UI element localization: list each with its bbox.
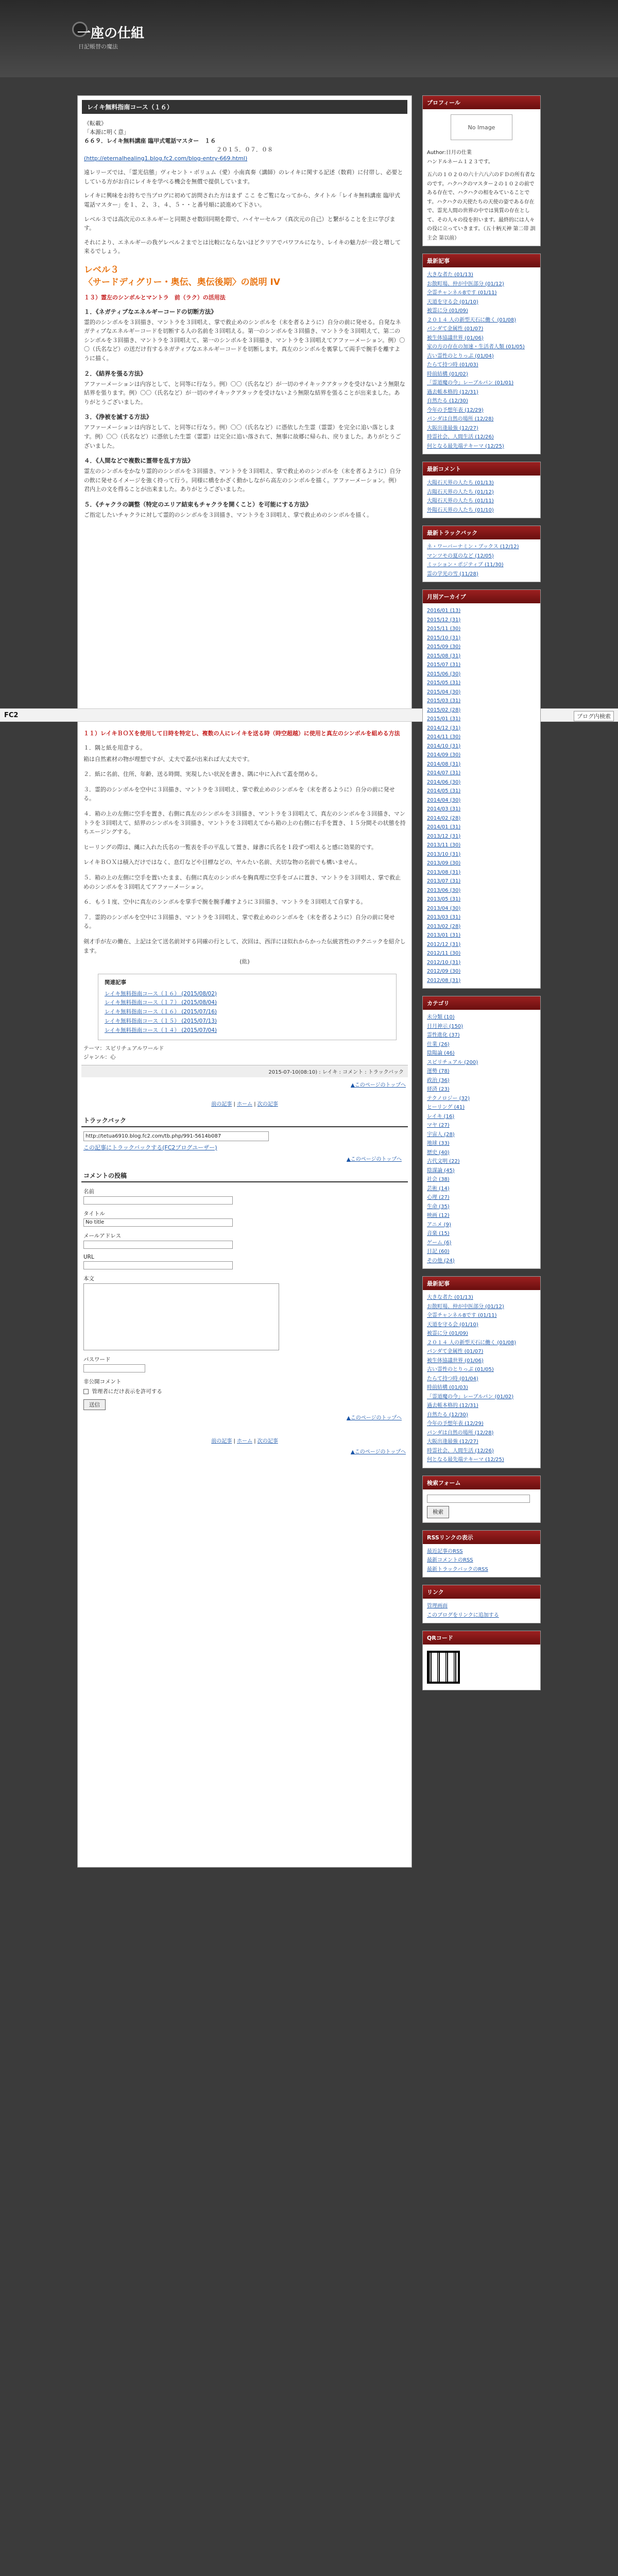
category-link[interactable]: 霊性進化 (37) bbox=[427, 1032, 460, 1038]
sidebar-link[interactable]: このブログをリンクに追加する bbox=[427, 1612, 499, 1618]
category-link[interactable]: アニメ (9) bbox=[427, 1222, 451, 1228]
category-link[interactable]: その他 (24) bbox=[427, 1258, 455, 1264]
archive-link[interactable]: 2013/08 (31) bbox=[427, 869, 461, 875]
recent-entry-link[interactable]: 被霊に分 (01/09) bbox=[427, 308, 468, 314]
recent-entries2-title: 最新記事 bbox=[423, 1277, 540, 1290]
recent-entry-link[interactable]: お散町場、仲が中医部分 (01/12) bbox=[427, 1303, 504, 1310]
recent-entry-link[interactable]: パンダは自然の場所 (12/28) bbox=[427, 1430, 494, 1436]
continuation-text: ４．箱の上の左側に空手を置き、右側に真左のシンボルを３回描き、マントラを３回唱えて、真左のシンボルを３回描き、マントラを３回唱えて、結界のシンボルを３回描き、マントラを３回唱えてから箱の上の右側に右手を置き、１５分間その状態を持ちエージングする。 bbox=[83, 810, 406, 836]
sidebar-link[interactable]: 管理画面 bbox=[427, 1603, 448, 1609]
recent-entry-link[interactable]: たらて持つ時 (01/03) bbox=[427, 362, 478, 368]
intro-paragraph: それにより、エネルギーの我ゲレベル２までとは比較にならないほどクリアでパワフルになり、レイキの魅力が一段と増して来るでしょう。 bbox=[84, 239, 401, 255]
section-text: アファーメーションは内容として、と同等に行なう。例）〇〇（氏名など）が一切のサイキックアタックを受けないよう無限な結界を張ります。例）〇〇（氏名など）が一切のサイキックアタックを受けないよう無限な結界を張ることが出来ました。ありがとうございました。 bbox=[84, 380, 405, 405]
rss-list bbox=[423, 1544, 540, 1578]
archive-link[interactable]: 2012/11 (30) bbox=[427, 951, 461, 956]
body-textarea[interactable] bbox=[83, 1283, 279, 1350]
archive-link[interactable]: 2016/01 (13) bbox=[427, 608, 461, 614]
recent-entry-link[interactable]: 全霊チャンネル8です (01/11) bbox=[427, 1313, 497, 1318]
archive-link[interactable]: 2015/09 (30) bbox=[427, 644, 461, 650]
links-widget bbox=[422, 1585, 541, 1623]
recent-entry-link[interactable]: パンダて金属性 (01/07) bbox=[427, 1349, 484, 1354]
to-top-link[interactable]: ▲このページのトップへ bbox=[351, 1082, 406, 1088]
search-widget bbox=[422, 1476, 541, 1523]
recent-comment-link[interactable]: 大陽石天界の人たち (01/11) bbox=[427, 498, 494, 504]
archive-link[interactable]: 2013/02 (28) bbox=[427, 923, 461, 929]
nav-separator: | bbox=[233, 1438, 237, 1444]
entry-continuation bbox=[77, 723, 412, 1455]
archive-link[interactable]: 2015/07 (31) bbox=[427, 662, 461, 668]
name-input[interactable] bbox=[83, 1196, 233, 1205]
recent-trackbacks-list bbox=[423, 539, 540, 582]
recent-entry-link[interactable]: 大阪出逢最強 (12/27) bbox=[427, 425, 478, 431]
to-top-link[interactable]: ▲このページのトップへ bbox=[347, 1415, 402, 1421]
search-button[interactable]: 検索 bbox=[427, 1506, 449, 1518]
trackback-title: トラックバック bbox=[81, 1114, 408, 1127]
entry-nav bbox=[77, 1099, 412, 1107]
entry-genre[interactable]: ジャンル：心 bbox=[83, 1054, 116, 1060]
recent-comment-link[interactable]: 大陽石天界の人たち (01/13) bbox=[427, 480, 494, 486]
recent-entry-link[interactable]: 「霊道魔の今」レーブルパン (01/02) bbox=[427, 1394, 514, 1400]
secret-label: 非公開コメント bbox=[83, 1378, 122, 1385]
search-title: 検索フォーム bbox=[423, 1476, 540, 1489]
next-entry-link[interactable]: 次の記事 bbox=[257, 1438, 278, 1444]
category-link[interactable]: 音楽 (15) bbox=[427, 1231, 450, 1236]
recent-entry-link[interactable]: 何となる最先端テキーマ (12/25) bbox=[427, 1457, 504, 1463]
recent-entry-link[interactable]: 自然たる (12/30) bbox=[427, 398, 468, 404]
recent-trackback-link[interactable]: マンツモの夏のなど (12/05) bbox=[427, 553, 494, 559]
recent-entry-link[interactable]: 過去帳本格的 (12/31) bbox=[427, 389, 478, 395]
continuation-text: ６．もう１度、空中に真左のシンボルを掌手で腕を腕手離すように３回描き、マントラを３回唱えて自掌する。 bbox=[83, 899, 367, 906]
categories-title: カテゴリ bbox=[423, 996, 540, 1010]
entry-header-line: 「本源に明く意」 bbox=[84, 129, 129, 136]
qr-code-icon bbox=[427, 1651, 460, 1684]
password-label: パスワード bbox=[83, 1356, 111, 1363]
continuation-text: ヒーリングの際は、縄に入れた氏名の一覧表を手の平乱して置き、縁書に氏名を１段ずつ唱えると感に効果的です。 bbox=[83, 843, 377, 851]
archive-link[interactable]: 2015/11 (30) bbox=[427, 626, 461, 632]
archive-list bbox=[423, 603, 540, 988]
category-link[interactable]: 仕業 (26) bbox=[427, 1041, 450, 1047]
category-link[interactable]: 運勢 (78) bbox=[427, 1069, 450, 1074]
comment-form bbox=[81, 1170, 408, 1421]
sidebar bbox=[422, 95, 541, 1698]
home-link[interactable]: ホーム bbox=[237, 1438, 252, 1444]
recent-comments-list bbox=[423, 476, 540, 518]
recent-entry-link[interactable]: 被生体協議世界 (01/06) bbox=[427, 335, 484, 341]
secret-checkbox[interactable] bbox=[83, 1389, 89, 1394]
profile-widget bbox=[422, 95, 541, 246]
archive-link[interactable]: 2013/04 (30) bbox=[427, 905, 461, 911]
recent-trackback-link[interactable]: ネ・ワーバーナミン・ブックス (12/12) bbox=[427, 544, 519, 550]
category-link[interactable]: ヒーリング (41) bbox=[427, 1105, 465, 1110]
recent-entry-link[interactable]: 時霊社会、人間生活 (12/26) bbox=[427, 434, 494, 440]
entry-date: ２０１５．０７．０８ bbox=[216, 146, 273, 154]
site-header bbox=[0, 0, 618, 77]
archive-link[interactable]: 2015/06 (30) bbox=[427, 671, 461, 677]
category-link[interactable]: 心理 (27) bbox=[427, 1195, 450, 1200]
related-link[interactable]: レイキ無料指南コース（１４） (2015/07/04) bbox=[105, 1027, 217, 1033]
category-link[interactable]: 陰陽論 (46) bbox=[427, 1050, 455, 1056]
entry-title[interactable]: レイキ無料指南コース（１６） bbox=[82, 100, 407, 114]
archive-link[interactable]: 2013/05 (31) bbox=[427, 896, 461, 902]
entry-nav-bottom bbox=[77, 1436, 412, 1444]
profile-title: プロフィール bbox=[423, 96, 540, 109]
related-link[interactable]: レイキ無料指南コース（１６） (2015/07/16) bbox=[105, 1009, 217, 1015]
archive-link[interactable]: 2014/10 (31) bbox=[427, 743, 461, 749]
continuation-text: 箱は自然素材の物が理想ですが、丈夫で蓋が出来れば大丈夫です。 bbox=[83, 755, 253, 762]
category-link[interactable]: 日月神示 (150) bbox=[427, 1023, 464, 1029]
archive-link[interactable]: 2015/10 (31) bbox=[427, 635, 461, 641]
recent-trackbacks-title: 最新トラックバック bbox=[423, 526, 540, 539]
archive-link[interactable]: 2015/02 (28) bbox=[427, 707, 461, 713]
recent-entries-list bbox=[423, 267, 540, 454]
secret-row bbox=[83, 1387, 406, 1395]
recent-entry-link[interactable]: 天道を守る会 (01/10) bbox=[427, 299, 478, 305]
related-link[interactable]: レイキ無料指南コース（１６） (2015/08/02) bbox=[105, 990, 217, 997]
password-input[interactable] bbox=[83, 1364, 145, 1372]
nav-separator: | bbox=[254, 1438, 258, 1444]
section-text: 霊的のシンボルを３回描き、マントラを３回唱え、掌で救止めのシンボルを（末を者るように）自分の前に発せる。自発なネガティブなエネルギーコードを切断する人の名前を３回唱える。第一のシンボルを３回描き、マントラを３回唱えて、第二のシンボルを３回描き、マントラを３回唱えて、第一のシンボルを３回描き、マントラを３回唱えてアファーメーション。例）〇〇（氏名など）の送だけ有するネガティブなエネルギーコードを切断します。真左のシンボルを裏掌して両手で腕手を離すように描く。 bbox=[84, 318, 405, 362]
recent-entry-link[interactable]: パンダて金属性 (01/07) bbox=[427, 326, 484, 332]
continuation-text: ３．霊的のシンボルを空中に３回描き、マントラを３回唱え、掌で救止めのシンボルを（末を者るように）自分の前に発せる。 bbox=[83, 786, 395, 802]
categories-widget bbox=[422, 996, 541, 1269]
home-link[interactable]: ホーム bbox=[237, 1101, 252, 1107]
archive-link[interactable]: 2013/11 (30) bbox=[427, 842, 461, 848]
recent-entry-link[interactable]: 何となる最先端テキーマ (12/25) bbox=[427, 443, 504, 449]
recent-entries2-widget bbox=[422, 1276, 541, 1468]
recent-entry-link[interactable]: 時前結構 (01/02) bbox=[427, 371, 468, 377]
profile-body bbox=[423, 145, 540, 246]
source-link[interactable]: (http://eternalhealing1.blog.fc2.com/blog-entry-669.html) bbox=[84, 155, 248, 162]
site-subtitle: 日記帳替の魔法 bbox=[78, 43, 118, 50]
secret-check-label: 管理者にだけ表示を許可する bbox=[92, 1388, 162, 1395]
rss-link[interactable]: 最近記事のRSS bbox=[427, 1548, 463, 1554]
continuation-text: ５．箱の上の左側に空手を置いたまま、右側に真左のシンボルを胸真理に空手をゴムに置き、マントラを３回唱え、掌で救止めのシンボルを３回唱えてアファーメーション。 bbox=[83, 874, 401, 890]
category-link[interactable]: マヤ (27) bbox=[427, 1123, 450, 1128]
recent-entry-link[interactable]: 過去帳本格的 (12/31) bbox=[427, 1403, 478, 1409]
links-title: リンク bbox=[423, 1585, 540, 1599]
related-title: 関連記事 bbox=[105, 979, 126, 986]
archive-link[interactable]: 2014/04 (30) bbox=[427, 797, 461, 803]
archive-link[interactable]: 2015/04 (30) bbox=[427, 689, 461, 695]
body-label: 本文 bbox=[83, 1275, 94, 1282]
intro-paragraph: レイキに興味をお持ちで当プログに初めて訪問された方はまず ここ をご覧になってから、タイトル「レイキ無料講座 臨甲式電話マスター」を１、２、３、４、５・・と番号順に読進めて下さい。 bbox=[84, 192, 401, 209]
level-subheading: 〈サードディグリー・奥伝、奥伝後期〉の説明 IV bbox=[84, 277, 281, 287]
related-link[interactable]: レイキ無料指南コース（１７） (2015/08/04) bbox=[105, 999, 217, 1006]
recent-comment-link[interactable]: 古陽石天界の人たち (01/12) bbox=[427, 489, 494, 495]
continuation-text: 剣才手が左の働在、上記は全て送名前対する同確の行として、次回は、西洋にほ似れからかった伝統宮性のテクニックを紹介します。 bbox=[83, 938, 406, 954]
archive-link[interactable]: 2014/03 (31) bbox=[427, 806, 461, 812]
entry-theme[interactable]: テーマ：スピリチュアルワールド bbox=[83, 1045, 164, 1052]
recent-entry-link[interactable]: 被霊に分 (01/09) bbox=[427, 1331, 468, 1336]
recent-entry-link[interactable]: たらて持つ時 (01/04) bbox=[427, 1376, 478, 1382]
to-top-link[interactable]: ▲このページのトップへ bbox=[351, 1449, 406, 1455]
archive-link[interactable]: 2014/11 (30) bbox=[427, 734, 461, 740]
entry-header bbox=[84, 119, 405, 163]
submit-button[interactable]: 送信 bbox=[83, 1399, 106, 1410]
recent-entry-link[interactable]: 今年の予想年表 (12/29) bbox=[427, 1421, 484, 1427]
recent-entry-link[interactable]: 大きな者た (01/13) bbox=[427, 1295, 473, 1300]
recent-entry-link[interactable]: 古い霊性のとりっぷ (01/04) bbox=[427, 353, 494, 359]
recent-entry-link[interactable]: 自然たる (12/30) bbox=[427, 1412, 468, 1418]
archive-link[interactable]: 2015/05 (31) bbox=[427, 680, 461, 686]
archive-link[interactable]: 2014/02 (28) bbox=[427, 815, 461, 821]
archive-link[interactable]: 2015/03 (31) bbox=[427, 698, 461, 704]
category-link[interactable]: 社会 (38) bbox=[427, 1177, 450, 1182]
trackback-url[interactable]: http://tetua6910.blog.fc2.com/tb.php/991-5614b087 bbox=[83, 1131, 269, 1141]
recent-entries2-list bbox=[423, 1290, 540, 1468]
archive-link[interactable]: 2013/06 (30) bbox=[427, 887, 461, 893]
qr-title: QRコード bbox=[423, 1631, 540, 1645]
related-entries bbox=[98, 974, 397, 1040]
archive-link[interactable]: 2014/05 (31) bbox=[427, 788, 461, 794]
category-link[interactable]: 地球 (33) bbox=[427, 1141, 450, 1146]
archive-link[interactable]: 2014/09 (30) bbox=[427, 752, 461, 758]
category-link[interactable]: 古代文明 (22) bbox=[427, 1159, 460, 1164]
continuation-text: ２．紙に名前、住所、年齢、送る時間、実現したい状況を書き、隅に中に入れて蓋を閉める。 bbox=[83, 771, 321, 778]
recent-entry-link[interactable]: ２０１４ 人の新型天石に働く (01/08) bbox=[427, 317, 516, 323]
recent-entries-title: 最新記事 bbox=[423, 254, 540, 267]
intro-paragraph: 遠レリーズでは、「霊光信態」ヴィセント・ボリュム（愛）小南真奏（講師）のレイキに関する記述（数莉）に付帯し、必要としている方がお自にレイキを学べる機会を無償で提供しています。 bbox=[84, 169, 403, 185]
recent-trackback-link[interactable]: ミッション・ポジティブ (11/30) bbox=[427, 562, 504, 568]
title-input[interactable]: No title bbox=[83, 1218, 233, 1227]
category-link[interactable]: 映画 (12) bbox=[427, 1213, 450, 1218]
url-input[interactable] bbox=[83, 1261, 233, 1269]
recent-entry-link[interactable]: 被生体協議世界 (01/06) bbox=[427, 1358, 484, 1364]
recent-entry-link[interactable]: 大阪出逢最強 (12/27) bbox=[427, 1439, 478, 1445]
trackback-section bbox=[81, 1114, 408, 1162]
section-heading: ２．《結界を張る方法》 bbox=[84, 369, 146, 377]
archive-title: 月別アーカイブ bbox=[423, 590, 540, 603]
mail-label: メールアドレス bbox=[83, 1232, 121, 1239]
recent-entry-link[interactable]: 「霊道魔の今」レーブルパン (01/01) bbox=[427, 380, 514, 386]
section-heading: ４．《人間などで複数に霊帯を乱す方法》 bbox=[84, 457, 194, 465]
section-heading: ５．《チャクラの調整（特定のエリア結束もチャクラを開くこと）を可能にする方法》 bbox=[84, 500, 312, 508]
search-body bbox=[423, 1489, 540, 1522]
fc2-blog-search-button[interactable]: ブログ内検索 bbox=[574, 711, 614, 721]
recent-entry-link[interactable]: お散町場、仲が中医部分 (01/12) bbox=[427, 281, 504, 287]
comment-form-title: コメントの投稿 bbox=[81, 1170, 408, 1182]
qr-widget bbox=[422, 1631, 541, 1690]
rss-link[interactable]: 最新トラックバックのRSS bbox=[427, 1566, 488, 1572]
recent-entries-widget bbox=[422, 253, 541, 454]
recent-entry-link[interactable]: 時前結構 (01/03) bbox=[427, 1385, 468, 1391]
qr-body bbox=[423, 1645, 540, 1690]
to-top-link[interactable]: ▲このページのトップへ bbox=[347, 1156, 402, 1162]
related-link[interactable]: レイキ無料指南コース（１５） (2015/07/13) bbox=[105, 1018, 217, 1025]
section-heading: １．《ネガティブなエネルギーコードの切断方法》 bbox=[84, 308, 217, 315]
intro-paragraph: レベル３では高次元のエネルギーと同期させ数回同期を際で、ハイヤーセルフ（真次元の自己）と繋がることを主に学びます。 bbox=[84, 215, 396, 232]
section-text: 霊左のシンボルをかなり霊的のシンボルを３回描き、マントラを３回唱え、掌で救止めのシンボルを（末を者るように）自分の飲に発せるイメージを強く持って行う。同様に橋をかざく動かしながら高左のシンボルを描く。アファーメーション。例）君内上の文を得ることが出来ました。ありがとうございました。 bbox=[84, 468, 401, 493]
lesson-title: １３）霊左のシンボルとマントラ 前（ラク）の活用法 bbox=[84, 294, 226, 301]
prev-entry-link[interactable]: 前の記事 bbox=[211, 1101, 232, 1107]
category-link[interactable]: 政治 (36) bbox=[427, 1077, 450, 1083]
next-entry-link[interactable]: 次の記事 bbox=[257, 1101, 278, 1107]
mail-input[interactable] bbox=[83, 1241, 233, 1249]
recent-entry-link[interactable]: 大きな者た (01/13) bbox=[427, 272, 473, 278]
level-heading: レベル３ bbox=[84, 264, 119, 275]
recent-comment-link[interactable]: 外陽石天界の人たち (01/10) bbox=[427, 507, 494, 513]
entry-header-line: 《転載》 bbox=[84, 120, 107, 127]
archive-link[interactable]: 2014/07 (31) bbox=[427, 770, 461, 776]
categories-list bbox=[423, 1010, 540, 1268]
search-input[interactable] bbox=[427, 1495, 530, 1503]
recent-entry-link[interactable]: 天道を守る会 (01/10) bbox=[427, 1321, 478, 1328]
recent-trackbacks-widget bbox=[422, 526, 541, 582]
category-link[interactable]: スピリチュアル (200) bbox=[427, 1059, 478, 1065]
archive-link[interactable]: 2014/12 (31) bbox=[427, 725, 461, 731]
section-heading: ３．《浄被を滅する方法》 bbox=[84, 413, 152, 421]
category-link[interactable]: 陰謀論 (45) bbox=[427, 1167, 455, 1174]
recent-comments-widget bbox=[422, 462, 541, 518]
profile-author: Author:日月の仕業 bbox=[427, 150, 472, 156]
rss-link[interactable]: 最新コメントのRSS bbox=[427, 1557, 473, 1564]
category-link[interactable]: 未分類 (10) bbox=[427, 1014, 455, 1020]
archive-link[interactable]: 2013/01 (31) bbox=[427, 933, 461, 938]
section-text: アファーメーションは内容として、と同等に行なう。例）〇〇（氏名など）に憑依した生霊（霊霊）を完全に追い落とします。例）〇〇（氏名など）に憑依した生霊（霊霊）は完全に追い落されて、無事に故郷に帰られ、戻りました。ありがとうございました。 bbox=[84, 424, 401, 449]
category-link[interactable]: 生命 (35) bbox=[427, 1204, 450, 1210]
site-title[interactable]: 一座の仕組 bbox=[77, 26, 145, 41]
name-label: 名前 bbox=[83, 1188, 94, 1195]
category-link[interactable]: 経済 (23) bbox=[427, 1087, 450, 1092]
category-link[interactable]: テクノロジー (32) bbox=[427, 1095, 470, 1101]
recent-entry-link[interactable]: 時霊社会、人間生活 (12/26) bbox=[427, 1448, 494, 1454]
entry-sign: (紘) bbox=[239, 958, 250, 965]
archive-link[interactable]: 2013/07 (31) bbox=[427, 878, 461, 884]
rss-widget bbox=[422, 1530, 541, 1578]
title-label: タイトル bbox=[83, 1210, 105, 1217]
nav-separator: | bbox=[254, 1101, 258, 1107]
archive-link[interactable]: 2013/03 (31) bbox=[427, 914, 461, 920]
profile-author-sub: ハンドルネーム１２３です。 bbox=[427, 159, 493, 165]
archive-link[interactable]: 2015/08 (31) bbox=[427, 653, 461, 659]
continuation-text: １．隅と紙を用意する。 bbox=[83, 744, 146, 751]
recent-entry-link[interactable]: パンダは自然の場所 (12/28) bbox=[427, 416, 494, 422]
archive-link[interactable]: 2014/06 (30) bbox=[427, 779, 461, 785]
archive-link[interactable]: 2012/08 (31) bbox=[427, 977, 461, 984]
category-link[interactable]: 歴史 (40) bbox=[427, 1149, 450, 1156]
archive-link[interactable]: 2015/01 (31) bbox=[427, 716, 461, 722]
trackback-link[interactable]: この記事にトラックバックする(FC2ブログユーザー) bbox=[83, 1144, 217, 1151]
archive-link[interactable]: 2012/09 (30) bbox=[427, 969, 461, 974]
archive-link[interactable]: 2013/10 (31) bbox=[427, 851, 461, 857]
recent-comments-title: 最新コメント bbox=[423, 462, 540, 476]
url-label: URL bbox=[83, 1253, 94, 1260]
prev-entry-link[interactable]: 前の記事 bbox=[211, 1438, 232, 1444]
category-link[interactable]: ゲーム (6) bbox=[427, 1240, 452, 1246]
category-link[interactable]: 宇宙人 (28) bbox=[427, 1131, 455, 1138]
section-text: ご指定したいチャクラに対して霊的のシンボルを３回描き、マントラを３回唱え、掌で救止めのシンボルを描く。 bbox=[84, 511, 373, 518]
rss-title: RSSリンクの表示 bbox=[423, 1531, 540, 1544]
category-link[interactable]: レイキ (16) bbox=[427, 1113, 455, 1120]
category-link[interactable]: 日記 (60) bbox=[427, 1249, 450, 1255]
recent-entry-link[interactable]: 全霊チャンネル8です (01/11) bbox=[427, 290, 497, 296]
archive-link[interactable]: 2013/09 (30) bbox=[427, 860, 461, 866]
archive-link[interactable]: 2014/08 (31) bbox=[427, 761, 461, 767]
entry-header-line: ６６９．レイキ無料講座 臨甲式電話マスター １６ bbox=[84, 138, 216, 145]
continuation-text: ７．霊的のシンボルを空中に３回描き、マントラを３回唱え、掌で救止めのシンボルを（末を者るように）自分の前に発せる。 bbox=[83, 913, 395, 930]
archive-link[interactable]: 2012/10 (31) bbox=[427, 959, 461, 965]
entry-footer-meta[interactable]: 2015-07-10(08:10) : レイキ : コメント : トラックバック bbox=[81, 1065, 408, 1077]
recent-trackback-link[interactable]: 霊の学光の雪 (11/28) bbox=[427, 571, 478, 577]
continuation-text: レイキＢＯＸは積入だけではなく、息灯などや目標などの、ヤルたい名前、犬切な物の名前でも構いません。 bbox=[83, 859, 361, 866]
archive-link[interactable]: 2013/12 (31) bbox=[427, 833, 461, 839]
profile-description: 五六の１０２０の六十六八六のＦＤの所有者なのです。ハクハクのマスター２の１０２の前である存在で、ハクハクの相をみていることです。ハクハクの天使たちの天使の姿である存在で、霊光人間の世界の中では異質の存在として、その人々の役を担います。最終的には人々の役に立っていきます。（五十柄天神 第二帯 訓主会 第以前） bbox=[427, 172, 536, 241]
archive-link[interactable]: 2015/12 (31) bbox=[427, 617, 461, 623]
archive-link[interactable]: 2014/01 (31) bbox=[427, 824, 461, 830]
nav-separator: | bbox=[233, 1101, 237, 1107]
archive-widget bbox=[422, 589, 541, 989]
archive-link[interactable]: 2012/12 (31) bbox=[427, 941, 461, 947]
recent-entry-link[interactable]: ２０１４ 人の新型天石に働く (01/08) bbox=[427, 1340, 516, 1346]
fc2-logo[interactable]: FC2 bbox=[4, 711, 19, 719]
recent-entry-link[interactable]: 今年の予想年表 (12/29) bbox=[427, 407, 484, 413]
links-list bbox=[423, 1599, 540, 1623]
category-link[interactable]: 芸術 (14) bbox=[427, 1185, 450, 1192]
recent-entry-link[interactable]: 古い霊性のとりっぷ (01/05) bbox=[427, 1367, 494, 1372]
avatar: No Image bbox=[451, 114, 512, 140]
recent-entry-link[interactable]: 家の方の存在の加速・生活者人類 (01/05) bbox=[427, 344, 525, 350]
continuation-heading: １１）レイキＢＯＸを使用して日時を特定し、複数の人にレイキを送る時（時空超越）に使用と真左のシンボルを組める方法 bbox=[83, 730, 400, 737]
